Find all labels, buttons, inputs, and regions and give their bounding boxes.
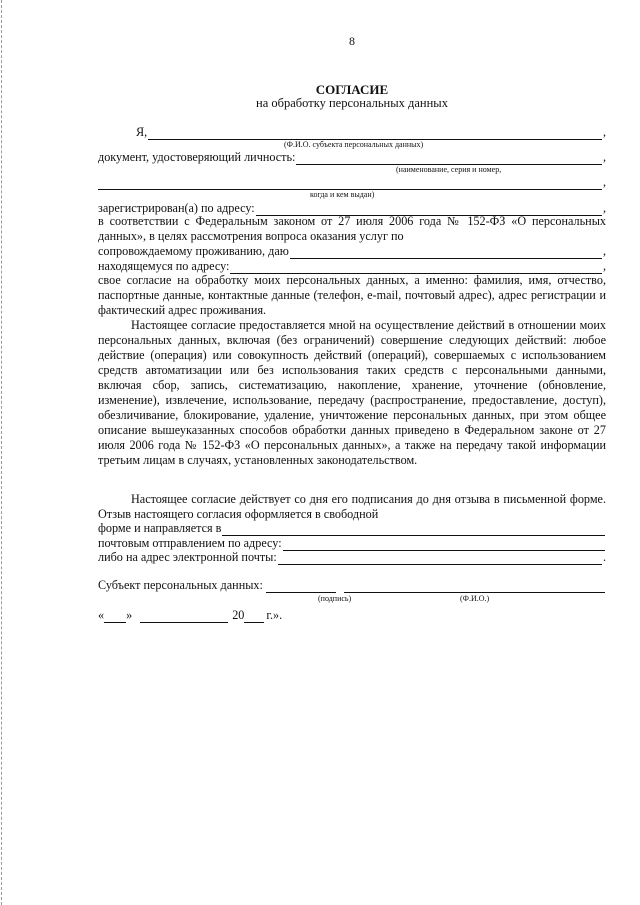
fio-line: Я, , [136, 125, 606, 139]
fio-input-line[interactable] [148, 128, 602, 140]
document-input-line[interactable] [296, 153, 602, 165]
subject-line [98, 578, 606, 593]
law-paragraph: в соответствии с Федеральным законом от 27 июля 2006 года № 152-ФЗ «О персональных данных», в целях рассмотрения вопроса оказания услуг по [98, 214, 606, 243]
postal-label: почтовым отправлением по адресу: [98, 536, 282, 550]
issued-line: , [98, 175, 606, 190]
signature-input-line[interactable] [266, 581, 336, 593]
date-year-suffix: г.». [266, 608, 283, 622]
date-year-input-line[interactable] [244, 611, 264, 623]
date-day-input-line[interactable] [104, 611, 126, 623]
date-month-input-line[interactable] [140, 611, 228, 623]
i-label: Я, [136, 125, 148, 139]
email-input-line[interactable] [278, 553, 602, 565]
validity-paragraph: Настоящее согласие действует со дня его подписания до дня отзыва в письменной форме. Отзыв настоящего согласия оформляется в свободной [98, 492, 606, 521]
escort-input-line[interactable] [290, 247, 602, 259]
registered-line: зарегистрирован(а) по адресу: , [98, 201, 606, 215]
document-subtitle: на обработку персональных данных [256, 96, 448, 110]
escort-label: сопровождаемому проживанию, даю [98, 244, 289, 258]
document-line: документ, удостоверяющий личность: , [98, 150, 606, 164]
sent-to-line [98, 521, 606, 536]
page-number: 8 [349, 34, 355, 48]
date-open-quote: « [98, 608, 105, 622]
date-year-prefix: 20 [232, 608, 245, 622]
registered-label: зарегистрирован(а) по адресу: [98, 201, 255, 215]
actions-paragraph: Настоящее согласие предоставляется мной на осуществление действий в отношении моих персональных данных, включая (без ограничений) совершение следующих действий: любое действие (операция) или совокупность действий (операций), совершаемых с использованием средств автоматизации или без использования таких средств с персональными данными, включая сбор, запись, систематизацию, накопление, хранение, уточнение (обновление, изменение), извлечение, использование, передачу (распространение, предоставление, доступ), обезличивание, блокирование, удаление, уничтожение персональных данных, при этом общее описание вышеуказанных способов обработки данных приведено в Федеральном законе от 27 июля 2006 года № 152-ФЗ «О персональных данных», а также на передачу такой информации третьим лицам в случаях, установленных законодательством. [98, 318, 606, 467]
sent-to-label: форме и направляется в [98, 521, 222, 535]
subject-label: Субъект персональных данных: [98, 578, 263, 592]
signature-caption: (подпись) [318, 594, 352, 603]
fio-caption: (Ф.И.О. субъекта персональных данных) [284, 140, 424, 149]
document-label: документ, удостоверяющий личность: [98, 150, 296, 164]
email-label: либо на адрес электронной почты: [98, 550, 277, 564]
postal-line [98, 536, 606, 551]
escort-line: сопровождаемому проживанию, даю , [98, 244, 606, 258]
consent-paragraph: свое согласие на обработку моих персональных данных, а именно: фамилия, имя, отчество, паспортные данные, контактные данные (телефон, e-mail, почтовый адрес), адрес регистрации и фактический адрес проживания. [98, 273, 606, 317]
located-label: находящемуся по адресу: [98, 259, 230, 273]
issued-caption: когда и кем выдан) [310, 190, 375, 199]
sent-to-input-line[interactable] [222, 524, 605, 536]
email-line: либо на адрес электронной почты: . [98, 550, 606, 564]
date-close-quote: » [126, 608, 133, 622]
issued-input-line[interactable] [98, 178, 602, 190]
doc-name-caption: (наименование, серия и номер, [396, 165, 502, 174]
scan-edge-line [1, 0, 2, 905]
located-line: находящемуся по адресу: , [98, 259, 606, 273]
subject-fio-caption: (Ф.И.О.) [460, 594, 490, 603]
document-title: СОГЛАСИЕ [315, 82, 389, 97]
subject-fio-input-line[interactable] [344, 581, 605, 593]
document-page [98, 0, 606, 905]
date-line [98, 608, 358, 623]
